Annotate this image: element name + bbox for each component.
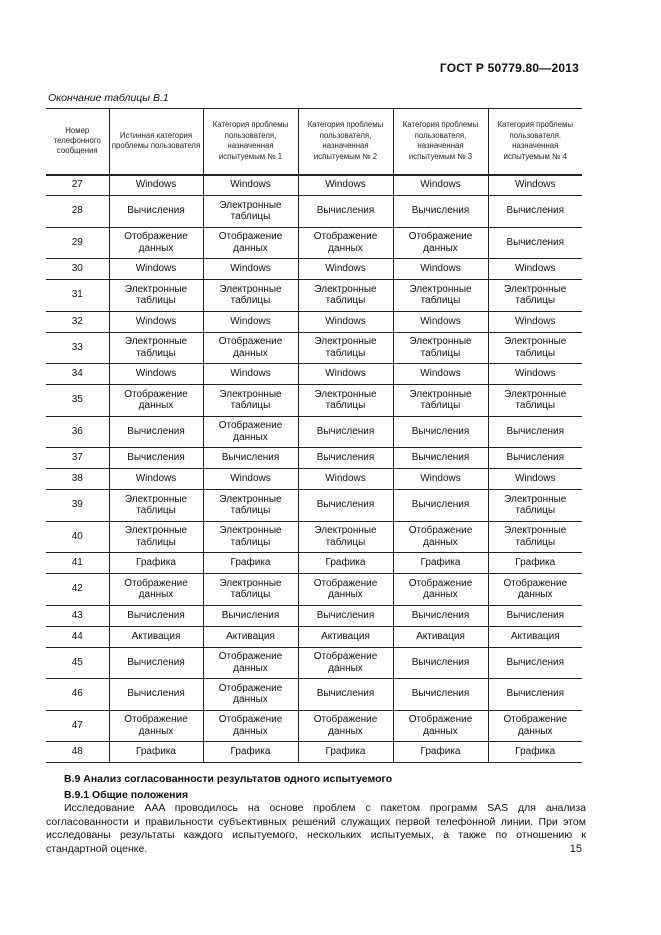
category-cell: Активация [393,626,488,647]
category-cell: Отображение данных [203,227,298,259]
category-cell: Windows [109,259,203,280]
category-cell: Вычисления [298,679,393,711]
table-row [46,385,582,417]
message-number-cell: 42 [46,574,109,606]
table-row [46,647,582,679]
category-cell: Электронные таблицы [488,280,582,312]
category-cell: Отображение данных [109,385,203,417]
message-number-cell: 30 [46,259,109,280]
category-cell: Отображение данных [203,710,298,742]
category-cell: Windows [488,469,582,490]
table-row [46,448,582,469]
category-cell: Отображение данных [488,574,582,606]
table-row [46,521,582,553]
message-number-cell: 46 [46,679,109,711]
category-cell: Windows [393,259,488,280]
column-header: Истинная категория проблемы пользователя [109,109,203,175]
message-number-cell: 28 [46,196,109,228]
column-header: Категория проблемы пользователя, назначенная испытуемым № 2 [298,109,393,175]
table-row [46,311,582,332]
category-cell: Электронные таблицы [109,280,203,312]
category-cell: Вычисления [298,196,393,228]
category-cell: Отображение данных [298,574,393,606]
category-cell: Windows [109,364,203,385]
category-cell: Windows [203,364,298,385]
column-header: Категория проблемы пользователя. назначенная испытуемым № 4 [488,109,582,175]
category-cell: Вычисления [298,490,393,522]
message-number-cell: 31 [46,280,109,312]
category-cell: Графика [488,553,582,574]
category-cell: Windows [203,259,298,280]
message-number-cell: 44 [46,626,109,647]
table-row [46,490,582,522]
table-row [46,259,582,280]
table-row [46,626,582,647]
category-cell: Отображение данных [203,332,298,364]
category-cell: Отображение данных [203,416,298,448]
category-cell: Отображение данных [109,227,203,259]
table-body [46,175,582,763]
category-cell: Windows [203,469,298,490]
category-cell: Отображение данных [298,710,393,742]
category-cell: Windows [298,259,393,280]
message-number-cell: 43 [46,605,109,626]
category-cell: Windows [109,311,203,332]
category-cell: Активация [203,626,298,647]
category-cell: Электронные таблицы [488,385,582,417]
table-row [46,710,582,742]
category-cell: Windows [488,311,582,332]
category-cell: Активация [298,626,393,647]
category-cell: Вычисления [393,196,488,228]
category-cell: Вычисления [488,647,582,679]
category-cell: Электронные таблицы [393,385,488,417]
table-row [46,605,582,626]
category-cell: Windows [109,175,203,196]
category-cell: Электронные таблицы [109,521,203,553]
category-cell: Электронные таблицы [203,280,298,312]
table-row [46,227,582,259]
category-cell: Windows [203,175,298,196]
table-row [46,196,582,228]
category-cell: Отображение данных [203,679,298,711]
column-header: Категория проблемы пользователя, назначенная испытуемым № 1 [203,109,298,175]
table-row [46,175,582,196]
category-cell: Вычисления [393,416,488,448]
category-cell: Вычисления [488,679,582,711]
category-cell: Вычисления [203,605,298,626]
category-cell: Windows [393,175,488,196]
section-heading: В.9 Анализ согласованности результатов одного испытуемого [64,773,393,785]
table-row [46,364,582,385]
table-row [46,553,582,574]
category-cell: Вычисления [488,605,582,626]
category-cell: Windows [488,259,582,280]
category-cell: Активация [488,626,582,647]
table-row [46,574,582,606]
table-row [46,280,582,312]
category-cell: Windows [488,175,582,196]
category-cell: Windows [298,469,393,490]
category-cell: Вычисления [393,448,488,469]
category-cell: Графика [488,742,582,763]
category-cell: Графика [109,742,203,763]
category-cell: Электронные таблицы [298,521,393,553]
category-cell: Графика [203,742,298,763]
category-cell: Вычисления [298,416,393,448]
category-cell: Windows [203,311,298,332]
table-row [46,679,582,711]
category-cell: Вычисления [488,448,582,469]
category-cell: Отображение данных [488,710,582,742]
category-cell: Вычисления [109,647,203,679]
message-number-cell: 35 [46,385,109,417]
message-number-cell: 27 [46,175,109,196]
category-cell: Электронные таблицы [109,490,203,522]
category-cell: Windows [488,364,582,385]
message-number-cell: 34 [46,364,109,385]
message-number-cell: 29 [46,227,109,259]
body-paragraph: Исследование AAA проводилось на основе проблем с пакетом программ SAS для анализа согласованности и правильности субъективных решений служащих первой телефонной линии. При этом исследованы результаты каждого испытуемого, нескольких испытуемых, а также по отношению к стандартной оценке. [46,802,586,855]
table-row [46,469,582,490]
category-cell: Графика [393,553,488,574]
category-cell: Вычисления [298,448,393,469]
category-cell: Вычисления [393,679,488,711]
category-cell: Вычисления [488,227,582,259]
category-cell: Графика [393,742,488,763]
category-cell: Windows [109,469,203,490]
classification-table [46,108,582,763]
category-cell: Вычисления [109,605,203,626]
category-cell: Электронные таблицы [393,332,488,364]
category-cell: Электронные таблицы [488,332,582,364]
page-number: 15 [569,843,582,855]
message-number-cell: 36 [46,416,109,448]
category-cell: Вычисления [109,416,203,448]
category-cell: Электронные таблицы [393,280,488,312]
category-cell: Отображение данных [109,710,203,742]
category-cell: Вычисления [393,605,488,626]
category-cell: Электронные таблицы [203,521,298,553]
category-cell: Электронные таблицы [203,385,298,417]
category-cell: Электронные таблицы [298,280,393,312]
subsection-heading: В.9.1 Общие положения [64,789,189,801]
category-cell: Windows [298,175,393,196]
category-cell: Вычисления [393,647,488,679]
category-cell: Электронные таблицы [298,385,393,417]
message-number-cell: 41 [46,553,109,574]
table-row [46,332,582,364]
category-cell: Отображение данных [393,710,488,742]
category-cell: Вычисления [109,448,203,469]
category-cell: Электронные таблицы [203,490,298,522]
category-cell: Графика [203,553,298,574]
category-cell: Windows [393,311,488,332]
column-header: Категория проблемы пользователя, назначенная испытуемым № 3 [393,109,488,175]
category-cell: Электронные таблицы [203,574,298,606]
category-cell: Отображение данных [298,647,393,679]
message-number-cell: 32 [46,311,109,332]
message-number-cell: 48 [46,742,109,763]
category-cell: Электронные таблицы [488,490,582,522]
message-number-cell: 47 [46,710,109,742]
document-code: ГОСТ Р 50779.80—2013 [439,61,579,75]
category-cell: Графика [109,553,203,574]
category-cell: Электронные таблицы [488,521,582,553]
category-cell: Отображение данных [393,574,488,606]
column-header: Номер телефонного сообщения [46,109,109,175]
category-cell: Отображение данных [109,574,203,606]
category-cell: Активация [109,626,203,647]
category-cell: Вычисления [488,416,582,448]
table-caption: Окончание таблицы В.1 [48,92,169,104]
category-cell: Windows [393,469,488,490]
category-cell: Отображение данных [298,227,393,259]
message-number-cell: 33 [46,332,109,364]
header-row [46,109,582,175]
category-cell: Вычисления [109,196,203,228]
category-cell: Отображение данных [393,521,488,553]
category-cell: Вычисления [298,605,393,626]
category-cell: Вычисления [393,490,488,522]
message-number-cell: 40 [46,521,109,553]
category-cell: Вычисления [488,196,582,228]
table-row [46,742,582,763]
category-cell: Электронные таблицы [203,196,298,228]
message-number-cell: 45 [46,647,109,679]
category-cell: Графика [298,553,393,574]
category-cell: Windows [393,364,488,385]
category-cell: Вычисления [109,679,203,711]
category-cell: Отображение данных [203,647,298,679]
category-cell: Windows [298,364,393,385]
table-row [46,416,582,448]
category-cell: Электронные таблицы [109,332,203,364]
table-header [46,109,582,175]
category-cell: Электронные таблицы [298,332,393,364]
category-cell: Отображение данных [393,227,488,259]
category-cell: Вычисления [203,448,298,469]
category-cell: Графика [298,742,393,763]
message-number-cell: 37 [46,448,109,469]
message-number-cell: 38 [46,469,109,490]
message-number-cell: 39 [46,490,109,522]
category-cell: Windows [298,311,393,332]
